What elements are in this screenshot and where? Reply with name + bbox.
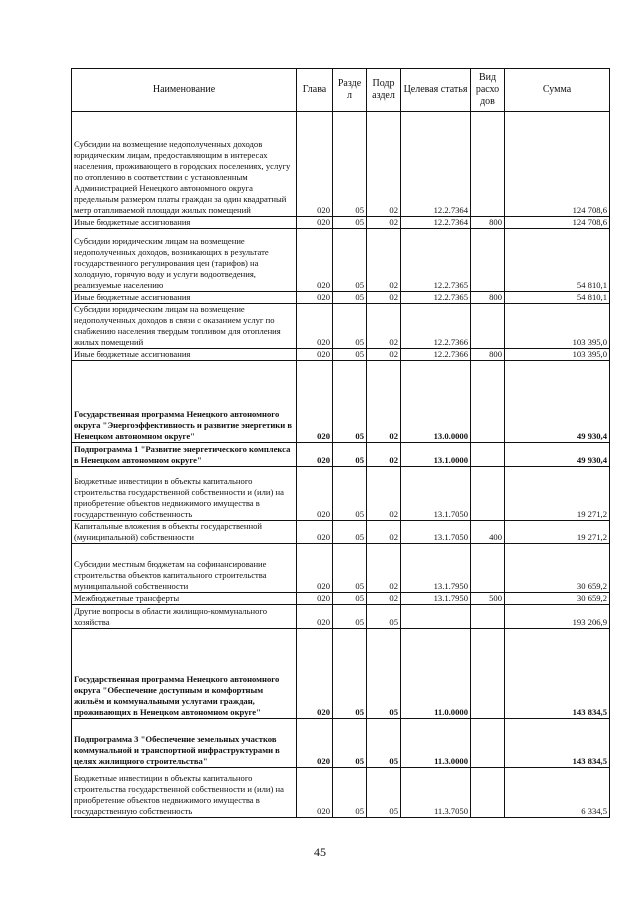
row-name: Субсидии юридическим лицам на возмещение недополученных доходов в связи с оказанием услуг по снабжению населения твердым топливом для отопления жилых помещений <box>72 304 297 349</box>
row-podrazdel: 02 <box>367 217 401 229</box>
row-name: Другие вопросы в области жилищно-коммунального хозяйства <box>72 605 297 629</box>
row-glava: 020 <box>297 719 333 768</box>
row-target: 13.0.0000 <box>401 361 471 443</box>
row-glava: 020 <box>297 229 333 292</box>
row-razdel: 05 <box>333 605 367 629</box>
row-razdel: 05 <box>333 521 367 544</box>
table-row <box>72 719 610 768</box>
row-razdel: 05 <box>333 768 367 818</box>
row-razdel: 05 <box>333 629 367 719</box>
row-podrazdel: 02 <box>367 304 401 349</box>
row-vid: 500 <box>471 593 505 605</box>
header-vid: Вид расхо дов <box>471 69 505 112</box>
row-razdel: 05 <box>333 544 367 593</box>
table-row <box>72 593 610 605</box>
table-row <box>72 361 610 443</box>
row-razdel: 05 <box>333 593 367 605</box>
row-target: 12.2.7365 <box>401 229 471 292</box>
row-razdel: 05 <box>333 229 367 292</box>
row-sum: 124 708,6 <box>505 217 610 229</box>
table-row <box>72 304 610 349</box>
row-sum: 54 810,1 <box>505 229 610 292</box>
row-razdel: 05 <box>333 467 367 521</box>
row-name: Государственная программа Ненецкого автономного округа "Энергоэффективность и развитие энергетики в Ненецком автономном округе" <box>72 361 297 443</box>
row-glava: 020 <box>297 629 333 719</box>
row-razdel: 05 <box>333 292 367 304</box>
header-target: Целевая статья <box>401 69 471 112</box>
row-target: 13.1.0000 <box>401 443 471 467</box>
row-sum: 103 395,0 <box>505 304 610 349</box>
row-sum: 30 659,2 <box>505 544 610 593</box>
row-podrazdel: 02 <box>367 349 401 361</box>
row-podrazdel: 02 <box>367 361 401 443</box>
table-row <box>72 544 610 593</box>
row-name: Подпрограмма 3 "Обеспечение земельных участков коммунальной и транспортной инфраструктурами в целях жилищного строительства" <box>72 719 297 768</box>
row-vid: 800 <box>471 217 505 229</box>
row-sum: 124 708,6 <box>505 112 610 217</box>
row-glava: 020 <box>297 443 333 467</box>
table-row <box>72 217 610 229</box>
row-glava: 020 <box>297 304 333 349</box>
row-sum: 19 271,2 <box>505 467 610 521</box>
row-vid <box>471 229 505 292</box>
header-glava: Глава <box>297 69 333 112</box>
row-sum: 103 395,0 <box>505 349 610 361</box>
row-podrazdel: 02 <box>367 521 401 544</box>
row-glava: 020 <box>297 544 333 593</box>
table-row <box>72 629 610 719</box>
row-glava: 020 <box>297 521 333 544</box>
row-sum: 143 834,5 <box>505 719 610 768</box>
table-row <box>72 768 610 818</box>
row-podrazdel: 02 <box>367 544 401 593</box>
row-glava: 020 <box>297 593 333 605</box>
row-glava: 020 <box>297 112 333 217</box>
table-row <box>72 605 610 629</box>
row-vid <box>471 719 505 768</box>
row-target: 13.1.7950 <box>401 544 471 593</box>
header-name: Наименование <box>72 69 297 112</box>
row-name: Иные бюджетные ассигнования <box>72 217 297 229</box>
row-glava: 020 <box>297 768 333 818</box>
budget-table <box>71 68 610 818</box>
row-podrazdel: 02 <box>367 292 401 304</box>
row-target: 12.2.7364 <box>401 217 471 229</box>
row-razdel: 05 <box>333 719 367 768</box>
table-row <box>72 229 610 292</box>
row-podrazdel: 05 <box>367 629 401 719</box>
row-target <box>401 605 471 629</box>
row-glava: 020 <box>297 467 333 521</box>
row-name: Бюджетные инвестиции в объекты капитального строительства государственной собственности и (или) на приобретение объектов недвижимого имущества в государственную собственность <box>72 768 297 818</box>
header-sum: Сумма <box>505 69 610 112</box>
row-name: Подпрограмма 1 "Развитие энергетического комплекса в Ненецком автономном округе" <box>72 443 297 467</box>
row-podrazdel: 02 <box>367 443 401 467</box>
row-name: Иные бюджетные ассигнования <box>72 349 297 361</box>
table-row <box>72 349 610 361</box>
row-podrazdel: 02 <box>367 593 401 605</box>
row-sum: 54 810,1 <box>505 292 610 304</box>
row-vid: 800 <box>471 349 505 361</box>
row-name: Межбюджетные трансферты <box>72 593 297 605</box>
row-sum: 49 930,4 <box>505 361 610 443</box>
row-podrazdel: 02 <box>367 112 401 217</box>
row-target: 13.1.7050 <box>401 521 471 544</box>
table-row <box>72 292 610 304</box>
row-razdel: 05 <box>333 217 367 229</box>
row-razdel: 05 <box>333 443 367 467</box>
row-name: Государственная программа Ненецкого автономного округа "Обеспечение доступным и комфортным жильём и коммунальными услугами граждан, проживающих в Ненецком автономном округе" <box>72 629 297 719</box>
header-podrazdel: Подр аздел <box>367 69 401 112</box>
row-vid <box>471 467 505 521</box>
row-razdel: 05 <box>333 112 367 217</box>
row-target: 12.2.7366 <box>401 304 471 349</box>
row-target: 11.3.0000 <box>401 719 471 768</box>
row-target: 12.2.7364 <box>401 112 471 217</box>
row-vid <box>471 768 505 818</box>
row-vid <box>471 544 505 593</box>
row-razdel: 05 <box>333 349 367 361</box>
row-vid <box>471 443 505 467</box>
table-row <box>72 443 610 467</box>
row-name: Капитальные вложения в объекты государственной (муниципальной) собственности <box>72 521 297 544</box>
row-sum: 6 334,5 <box>505 768 610 818</box>
row-podrazdel: 05 <box>367 719 401 768</box>
page-number: 45 <box>314 845 326 859</box>
row-vid <box>471 304 505 349</box>
header-row <box>72 69 610 112</box>
row-target: 12.2.7366 <box>401 349 471 361</box>
row-target: 13.1.7950 <box>401 593 471 605</box>
row-name: Субсидии на возмещение недополученных доходов юридическим лицам, предоставляющим в интересах населения, проживающего в городских поселениях, услугу по отоплению в соответствии с установленным Администрацией Ненецкого автономного округа предельным размером платы граждан за один квадратный метр отапливаемой площади жилых помещений <box>72 112 297 217</box>
row-target: 11.3.7050 <box>401 768 471 818</box>
row-target: 12.2.7365 <box>401 292 471 304</box>
row-name: Иные бюджетные ассигнования <box>72 292 297 304</box>
row-vid: 800 <box>471 292 505 304</box>
row-glava: 020 <box>297 217 333 229</box>
row-glava: 020 <box>297 349 333 361</box>
row-glava: 020 <box>297 605 333 629</box>
row-glava: 020 <box>297 292 333 304</box>
row-name: Субсидии юридическим лицам на возмещение недополученных доходов, возникающих в результате государственного регулирования цен (тарифов) на холодную, горячую воду и услуги водоотведения, реализуемые населению <box>72 229 297 292</box>
table-row <box>72 521 610 544</box>
row-podrazdel: 02 <box>367 229 401 292</box>
row-vid <box>471 629 505 719</box>
row-sum: 19 271,2 <box>505 521 610 544</box>
row-sum: 143 834,5 <box>505 629 610 719</box>
row-sum: 30 659,2 <box>505 593 610 605</box>
table-row <box>72 112 610 217</box>
row-podrazdel: 05 <box>367 768 401 818</box>
row-vid <box>471 361 505 443</box>
row-sum: 49 930,4 <box>505 443 610 467</box>
row-target: 13.1.7050 <box>401 467 471 521</box>
row-name: Субсидии местным бюджетам на софинансирование строительства объектов капитального строительства муниципальной собственности <box>72 544 297 593</box>
row-sum: 193 206,9 <box>505 605 610 629</box>
table-row <box>72 467 610 521</box>
row-razdel: 05 <box>333 304 367 349</box>
row-razdel: 05 <box>333 361 367 443</box>
row-podrazdel: 05 <box>367 605 401 629</box>
row-name: Бюджетные инвестиции в объекты капитального строительства государственной собственности и (или) на приобретение объектов недвижимого имущества в государственную собственность <box>72 467 297 521</box>
row-glava: 020 <box>297 361 333 443</box>
header-razdel: Разде л <box>333 69 367 112</box>
row-vid: 400 <box>471 521 505 544</box>
row-vid <box>471 112 505 217</box>
row-podrazdel: 02 <box>367 467 401 521</box>
row-vid <box>471 605 505 629</box>
row-target: 11.0.0000 <box>401 629 471 719</box>
